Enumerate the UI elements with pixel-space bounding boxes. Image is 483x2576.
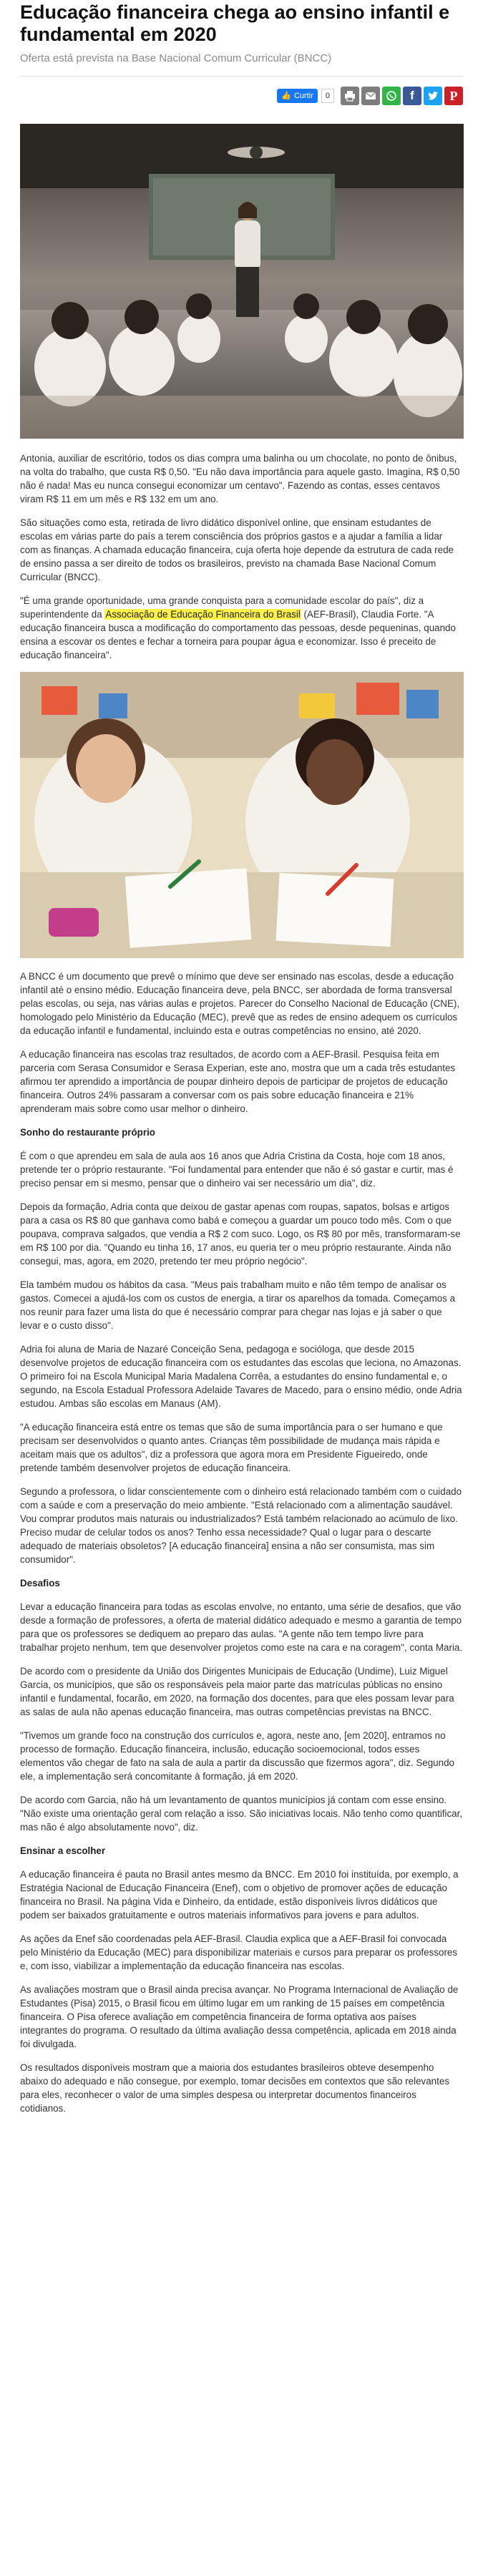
pinterest-icon: P	[449, 88, 458, 103]
whatsapp-button[interactable]	[382, 87, 401, 105]
twitter-button[interactable]	[424, 87, 442, 105]
paragraph: Levar a educação financeira para todas as escolas envolve, no entanto, uma série de desafios, que vão desde a formação de professores, a oferta de material didático adequado e mesmo a garantia de tempo para que os professores se dediquem ao preparo das aulas. "A gente não tem tempo livre para trabalhar projeto nenhum, tem que desenvolver projetos como este na cara e na coragem", conta Maria.	[20, 1601, 463, 1653]
twitter-icon	[427, 90, 439, 102]
section-heading: Desafios	[20, 1578, 60, 1589]
paragraph: Depois da formação, Adria conta que deixou de gastar apenas com roupas, sapatos, bolsas e artigos para a casa os R$ 80 que ganhava como babá e começou a guardar um pouco todo mês. Com o que poupava, comprava salgados, que vendia a R$ 2 com suco. Logo, os R$ 80 por mês, transformaram-se em R$ 100 por dia. "Quando eu tinha 16, 17 anos, eu queria ter o meu próprio restaurante. Ainda não consegui, mas, agora, em 2020, pretendo ter meu próprio negócio".	[20, 1201, 461, 1267]
thumbs-up-icon: 👍	[281, 92, 291, 100]
email-button[interactable]	[361, 87, 380, 105]
like-count: 0	[321, 89, 334, 103]
paragraph: Os resultados disponíveis mostram que a maioria dos estudantes brasileiros obteve desempenho abaixo do adequado e não consegue, por exemplo, tomar decisões em contextos que são relevantes para eles, reconhecer o valor de uma simples despesa ou interpretar documentos financeiros cotidianos.	[20, 2062, 449, 2114]
paragraph: De acordo com o presidente da União dos Dirigentes Municipais de Educação (Undime), Luiz Miguel Garcia, os municípios, que são os responsáveis pela maior parte das matrículas públicas no ensino infantil e fundamental, focarão, em 2020, na formação dos docentes, para que eles possam levar para as salas de aula não apenas educação financeira, mas outras competências previstas na BNCC.	[20, 1666, 454, 1717]
quote-text: (AEF-Brasil), Claudia Forte. "A educação financeira busca a modificação do comportamento das pessoas, desde pequeninas, quando ensina a escovar os dentes e fechar a torneira para poupar água e economizar. Isso é preceito de educação financeira".	[20, 609, 456, 660]
paragraph: Antonia, auxiliar de escritório, todos os dias compra uma balinha ou um chocolate, no ponto de ônibus, na volta do trabalho, que custa R$ 0,50. "Eu não dava importância para aquele gasto. Imagina, R$ 0,50 não é nada! Mas eu nunca consegui economizar um centavo". Fazendo as contas, esses centavos viram R$ 11 em um mês e R$ 132 em um ano.	[20, 453, 460, 504]
paragraph: Segundo a professora, o lidar conscientemente com o dinheiro está relacionado também com o cuidado com a saúde e com a preservação do meio ambiente. "Está relacionado com a alimentação saudável. Vou comprar produtos mais naturais ou industrializados? Está também relacionado ao acúmulo de lixo. Preciso mudar de celular todos os anos? Tenho essa necessidade? Qual o lugar para o descarte adequado de materiais obsoletos? [A educação financeira] ensina a não ser consumista, mas sim consumidor".	[20, 1486, 462, 1565]
paragraph: "A educação financeira está entre os temas que são de suma importância para o ser humano e que precisam ser desenvolvidos o quanto antes. Crianças têm possibilidade de mudança mais rápida e aceitam mais que os adultos", diz a professora que agora mora em Presidente Figueiredo, onde pretende também desenvolver projetos de educação financeira.	[20, 1422, 443, 1473]
paragraph: É com o que aprendeu em sala de aula aos 16 anos que Adria Cristina da Costa, hoje com 18 anos, pretende ter o próprio restaurante. "Foi fundamental para entender que não é só gastar e curtir, mas é preciso pensar em si mesmo, pensar que o dinheiro vai ser necessário um dia", diz.	[20, 1151, 454, 1189]
classroom-photo	[20, 124, 464, 439]
paragraph: A educação financeira nas escolas traz resultados, de acordo com a AEF-Brasil. Pesquisa feita em parceria com Serasa Consumidor e Serasa Experian, este ano, mostra que um a cada três estudantes afirmou ter aprendido a importância de poupar dinheiro depois de participar de projetos de educação financeira. Outros 24% passaram a conversar com os pais sobre educação financeira e 21% aprenderam mais sobre como usar melhor o dinheiro.	[20, 1049, 456, 1114]
paragraph: Adria foi aluna de Maria de Nazaré Conceição Sena, pedagoga e socióloga, que desde 2015 desenvolve projetos de educação financeira com os estudantes das escolas que leciona, no Amazonas. O primeiro foi na Escola Municipal Maria Madalena Corrêa, a estudantes do ensino fundamental e, o segundo, na Escola Estadual Professora Adelaide Tavares de Macedo, para o ensino médio, onde Adria estudou. Ambas são escolas em Manaus (AM).	[20, 1344, 462, 1409]
print-button[interactable]	[341, 87, 359, 105]
section-heading: Ensinar a escolher	[20, 1845, 106, 1856]
quote-text: "É uma grande oportunidade, uma grande conquista para a comunidade escolar do país", diz a superintendente da	[20, 595, 424, 620]
like-label: Curtir	[293, 92, 313, 100]
facebook-share-button[interactable]	[403, 87, 421, 105]
paragraph: De acordo com Garcia, não há um levantamento de quantos municípios já contam com esse ensino. "Não existe uma orientação geral com relação a isso. São iniciativas locais. Não tenho como quantificar, mas não é algo absolutamente novo", diz.	[20, 1795, 463, 1833]
paragraph-quote	[20, 594, 463, 662]
divider	[20, 76, 463, 77]
paragraph: A educação financeira é pauta no Brasil antes mesmo da BNCC. Em 2010 foi instituída, por exemplo, a Estratégia Nacional de Educação Financeira (Enef), com o objetivo de promover ações de educação financeira no Brasil. Na página Vida e Dinheiro, da entidade, estão disponíveis livros didáticos que podem ser baixados gratuitamente e outros materiais informativos para jovens e para adultos.	[20, 1869, 459, 1921]
whatsapp-icon	[386, 90, 397, 102]
article-title: Educação financeira chega ao ensino infantil e fundamental em 2020	[20, 1, 450, 45]
article-body	[20, 452, 463, 2115]
children-drawing-photo	[20, 672, 464, 958]
paragraph: "Tivemos um grande foco na construção dos currículos e, agora, neste ano, [em 2020], entramos no processo de formação. Educação financeira, inclusão, educação socioemocional, todos esses elementos vão chegar de fato na sala de aula a partir da discussão que fizermos agora", diz. Segundo ele, a implementação será concomitante à formação, já em 2020.	[20, 1730, 454, 1782]
paragraph: As avaliações mostram que o Brasil ainda precisa avançar. No Programa Internacional de Avaliação de Estudantes (Pisa) 2015, o Brasil ficou em último lugar em um ranking de 15 países em competência financeira. O Pisa oferece avaliação em competência financeira de forma optativa aos países integrantes do programa. O resultado da última avaliação dessa competência, aplicada em 2018 ainda foi divulgada.	[20, 1984, 459, 2049]
highlighted-link[interactable]: Associação de Educação Financeira do Brasil	[105, 609, 301, 620]
paragraph: A BNCC é um documento que prevê o mínimo que deve ser ensinado nas escolas, desde a educação infantil até o ensino médio. Educação financeira deve, pela BNCC, ser abordada de forma transversal pelas escolas, ou seja, nas várias aulas e projetos. Parecer do Conselho Nacional de Educação (CNE), homologado pelo Ministério da Educação (MEC), prevê que as redes de ensino adequem os currículos da educação infantil e fundamental, incluindo esta e outras competências no ensino, até 2020.	[20, 971, 460, 1036]
facebook-like-button[interactable]	[277, 89, 318, 103]
section-heading: Sonho do restaurante próprio	[20, 1127, 155, 1138]
email-icon	[365, 90, 376, 102]
print-icon	[344, 90, 356, 102]
paragraph: Ela também mudou os hábitos da casa. "Meus pais trabalham muito e não têm tempo de analisar os gastos. Comecei a ajudá-los com os custos de energia, a tirar os aparelhos da tomada. Começamos a nos reunir para fazer uma lista do que é necessário comprar para chegar nas lojas e já saber o que levar e o custo disso".	[20, 1279, 456, 1331]
paragraph: São situações como esta, retirada de livro didático disponível online, que ensinam estudantes de escolas em várias parte do país a terem consciência dos próprios gastos e a ajudar a família a lidar com as finanças. A chamada educação financeira, cuja oferta hoje depende da estrutura de cada rede de ensino passa a ser direito de todos os brasileiros, previsto na chamada Base Nacional Comum Curricular (BNCC).	[20, 517, 454, 582]
share-bar	[20, 87, 463, 105]
pinterest-button[interactable]	[444, 87, 463, 105]
paragraph: As ações da Enef são coordenadas pela AEF-Brasil. Claudia explica que a AEF-Brasil foi convocada pelo Ministério da Educação (MEC) para disponibilizar materiais e cursos para preparar os professores e, com isso, viabilizar a implementação da educação financeira nas escolas.	[20, 1933, 458, 1971]
facebook-icon: f	[410, 89, 414, 102]
article-subtitle: Oferta está prevista na Base Nacional Comum Curricular (BNCC)	[20, 52, 332, 64]
